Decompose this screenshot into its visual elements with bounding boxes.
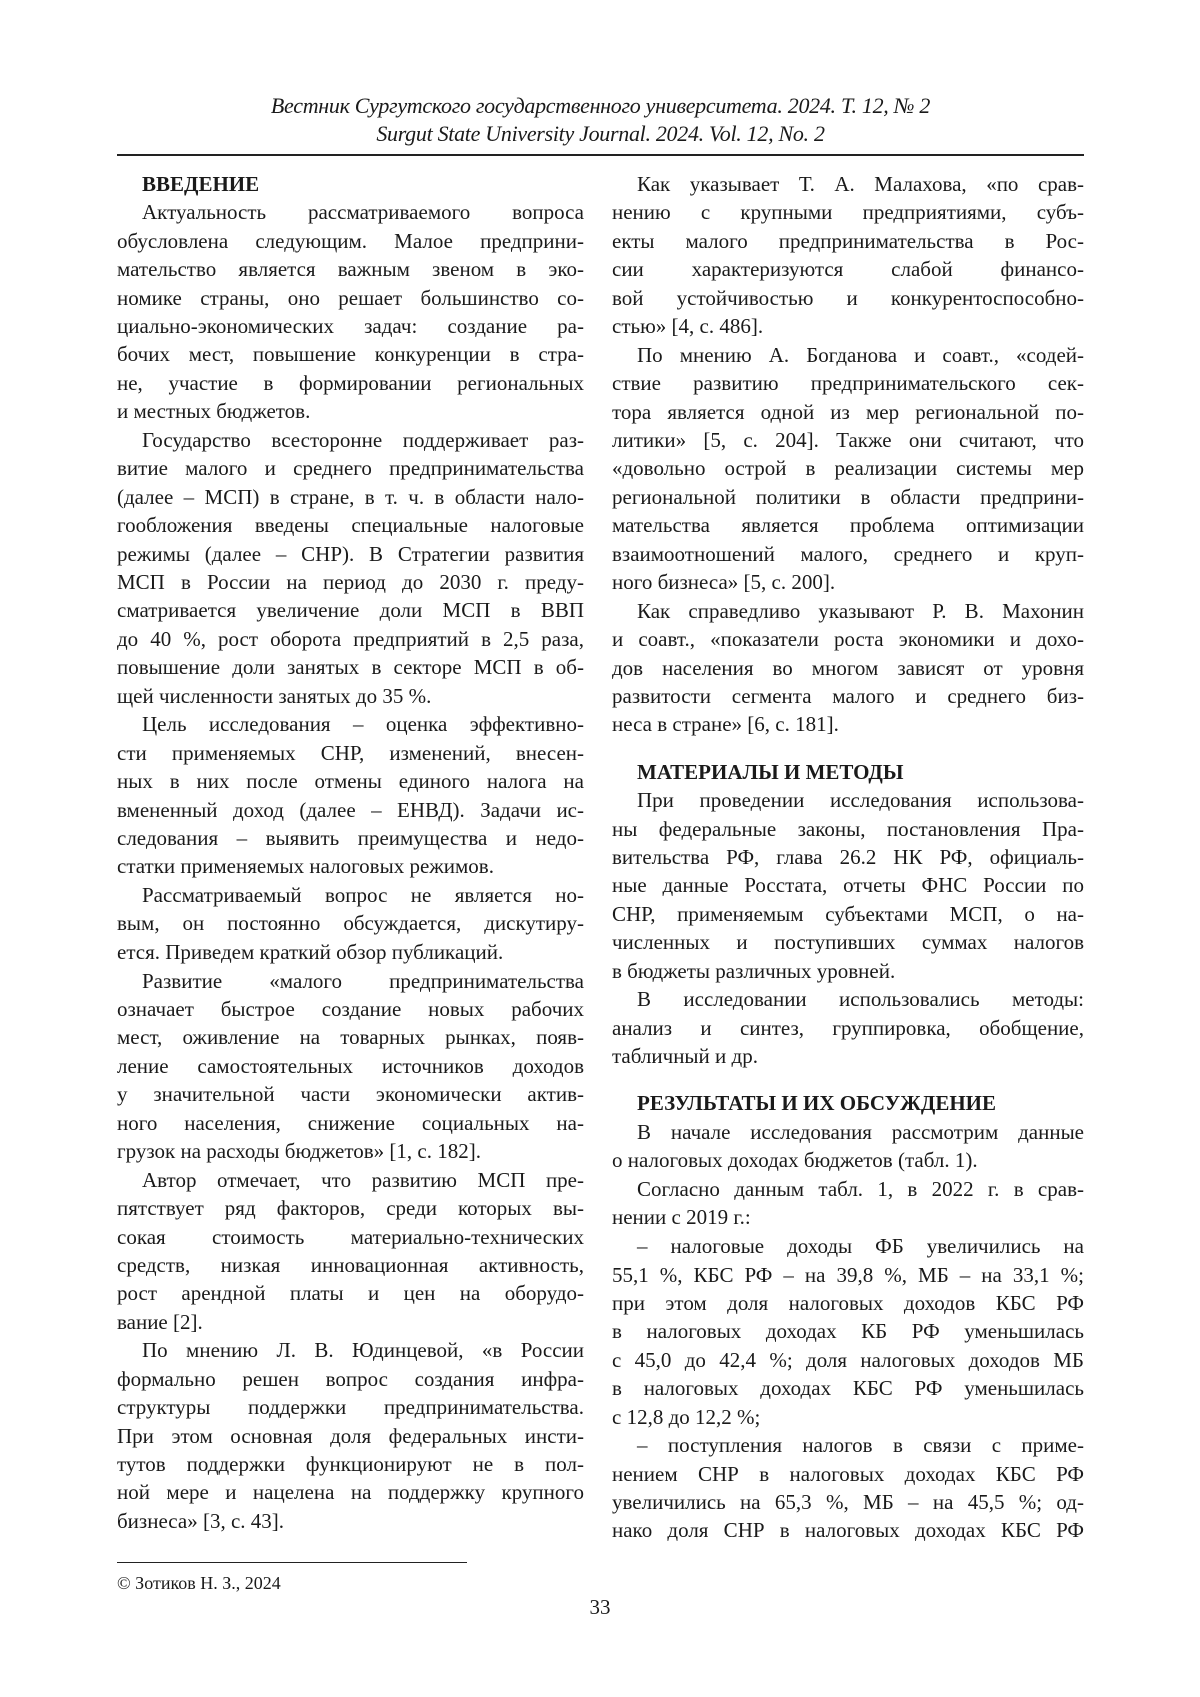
text-line: нению с крупными предприятиями, субъ- (612, 198, 1084, 226)
journal-title-ru: Вестник Сургутского государственного университета. 2024. Т. 12, № 2 (117, 93, 1084, 119)
text-line: сматривается увеличение доли МСП в ВВП (117, 596, 584, 624)
text-line: ление самостоятельных источников доходов (117, 1052, 584, 1080)
text-line: ной мере и нацелена на поддержку крупного (117, 1478, 584, 1506)
text-line: мательство является важным звеном в эко- (117, 255, 584, 283)
text-line: По мнению Л. В. Юдинцевой, «в России (117, 1336, 584, 1364)
text-line: стью» [4, с. 486]. (612, 312, 1084, 340)
text-line: сии характеризуются слабой финансо- (612, 255, 1084, 283)
journal-title-en: Surgut State University Journal. 2024. Vol. 12, No. 2 (117, 121, 1084, 147)
text-line: означает быстрое создание новых рабочих (117, 995, 584, 1023)
text-line: численных и поступивших суммах налогов (612, 928, 1084, 956)
text-line: ствие развитию предпринимательского сек- (612, 369, 1084, 397)
copyright-footnote: © Зотиков Н. З., 2024 (117, 1573, 281, 1594)
text-line: вым, он постоянно обсуждается, дискутиру- (117, 909, 584, 937)
text-line: вительства РФ, глава 26.2 НК РФ, официаль- (612, 843, 1084, 871)
header-rule (117, 154, 1084, 156)
text-line: екты малого предпринимательства в Рос- (612, 227, 1084, 255)
paragraph (612, 1431, 1084, 1545)
text-line: гообложения введены специальные налоговые (117, 511, 584, 539)
paragraph (117, 1166, 584, 1336)
text-line: мест, оживление на товарных рынках, появ- (117, 1023, 584, 1051)
text-line: при этом доля налоговых доходов КБС РФ (612, 1289, 1084, 1317)
text-line: режимы (далее – СНР). В Стратегии развития (117, 540, 584, 568)
text-line: литики» [5, с. 204]. Также они считают, что (612, 426, 1084, 454)
text-line: в налоговых доходах КБ РФ уменьшилась (612, 1317, 1084, 1345)
text-line: Согласно данным табл. 1, в 2022 г. в срав- (612, 1175, 1084, 1203)
paragraph (117, 1336, 584, 1535)
text-line: «довольно острой в реализации системы мер (612, 454, 1084, 482)
text-line: номике страны, оно решает большинство со- (117, 284, 584, 312)
paragraph (612, 597, 1084, 739)
footnote-rule (117, 1562, 467, 1563)
text-line: в бюджеты различных уровней. (612, 957, 1084, 985)
paragraph (612, 985, 1084, 1070)
text-line: сти применяемых СНР, изменений, внесен- (117, 739, 584, 767)
text-line: рост арендной платы и цен на оборудо- (117, 1279, 584, 1307)
text-line: региональной политики в области предприни- (612, 483, 1084, 511)
text-line: обусловлена следующим. Малое предприни- (117, 227, 584, 255)
text-line: щей численности занятых до 35 %. (117, 682, 584, 710)
text-line: Как справедливо указывают Р. В. Махонин (612, 597, 1084, 625)
section-heading: РЕЗУЛЬТАТЫ И ИХ ОБСУЖДЕНИЕ (612, 1089, 1084, 1117)
text-line: ные данные Росстата, отчеты ФНС России по (612, 871, 1084, 899)
text-line: По мнению А. Богданова и соавт., «содей- (612, 341, 1084, 369)
text-line: 55,1 %, КБС РФ – на 39,8 %, МБ – на 33,1 %; (612, 1261, 1084, 1289)
text-line: увеличились на 65,3 %, МБ – на 45,5 %; од- (612, 1488, 1084, 1516)
text-line: Цель исследования – оценка эффективно- (117, 710, 584, 738)
text-line: Как указывает Т. А. Малахова, «по срав- (612, 170, 1084, 198)
text-line: циально-экономических задач: создание ра- (117, 312, 584, 340)
text-line: Развитие «малого предпринимательства (117, 967, 584, 995)
text-line: у значительной части экономически актив- (117, 1080, 584, 1108)
text-line: ется. Приведем краткий обзор публикаций. (117, 938, 584, 966)
text-line: нако доля СНР в налоговых доходах КБС РФ (612, 1516, 1084, 1544)
text-line: В начале исследования рассмотрим данные (612, 1118, 1084, 1146)
page-number: 33 (0, 1595, 1200, 1620)
text-line: в налоговых доходах КБС РФ уменьшилась (612, 1374, 1084, 1402)
paragraph (117, 967, 584, 1166)
text-line: с 45,0 до 42,4 %; доля налоговых доходов МБ (612, 1346, 1084, 1374)
text-line: до 40 %, рост оборота предприятий в 2,5 раза, (117, 625, 584, 653)
text-line: В исследовании использовались методы: (612, 985, 1084, 1013)
text-line: вмененный доход (далее – ЕНВД). Задачи ис- (117, 796, 584, 824)
text-line: нением СНР в налоговых доходах КБС РФ (612, 1460, 1084, 1488)
text-line: табличный и др. (612, 1042, 1084, 1070)
text-line: ного населения, снижение социальных на- (117, 1109, 584, 1137)
text-line: Рассматриваемый вопрос не является но- (117, 881, 584, 909)
text-line: не, участие в формировании региональных (117, 369, 584, 397)
text-line: мательства является проблема оптимизации (612, 511, 1084, 539)
text-line: Автор отмечает, что развитию МСП пре- (117, 1166, 584, 1194)
text-line: развитости сегмента малого и среднего биз- (612, 682, 1084, 710)
text-line: витие малого и среднего предпринимательства (117, 454, 584, 482)
text-line: Государство всесторонне поддерживает раз- (117, 426, 584, 454)
text-line: (далее – МСП) в стране, в т. ч. в области нало- (117, 483, 584, 511)
text-line: о налоговых доходах бюджетов (табл. 1). (612, 1146, 1084, 1174)
text-line: и местных бюджетов. (117, 397, 584, 425)
text-line: МСП в России на период до 2030 г. преду- (117, 568, 584, 596)
text-line: – поступления налогов в связи с приме- (612, 1431, 1084, 1459)
text-line: вой устойчивостью и конкурентоспособно- (612, 284, 1084, 312)
section-heading: МАТЕРИАЛЫ И МЕТОДЫ (612, 758, 1084, 786)
paragraph (612, 1118, 1084, 1175)
text-line: вание [2]. (117, 1308, 584, 1336)
paragraph (117, 426, 584, 710)
text-line: ны федеральные законы, постановления Пра- (612, 815, 1084, 843)
left-column (117, 170, 584, 1536)
text-line: – налоговые доходы ФБ увеличились на (612, 1232, 1084, 1260)
text-line: структуры поддержки предпринимательства. (117, 1393, 584, 1421)
paragraph (117, 881, 584, 966)
text-line: средств, низкая инновационная активность, (117, 1251, 584, 1279)
text-line: формально решен вопрос создания инфра- (117, 1365, 584, 1393)
paragraph (612, 170, 1084, 340)
text-line: ных в них после отмены единого налога на (117, 767, 584, 795)
text-line: бизнеса» [3, с. 43]. (117, 1507, 584, 1535)
text-line: тора является одной из мер региональной по- (612, 398, 1084, 426)
text-line: статки применяемых налоговых режимов. (117, 852, 584, 880)
text-line: При этом основная доля федеральных инсти- (117, 1422, 584, 1450)
paragraph (612, 1175, 1084, 1232)
text-line: СНР, применяемым субъектами МСП, о на- (612, 900, 1084, 928)
text-line: и соавт., «показатели роста экономики и дохо- (612, 625, 1084, 653)
right-column (612, 170, 1084, 1545)
section-heading: ВВЕДЕНИЕ (117, 170, 584, 198)
text-line: сокая стоимость материально-технических (117, 1223, 584, 1251)
text-line: неса в стране» [6, с. 181]. (612, 710, 1084, 738)
text-line: грузок на расходы бюджетов» [1, с. 182]. (117, 1137, 584, 1165)
text-line: ного бизнеса» [5, с. 200]. (612, 568, 1084, 596)
text-line: пятствует ряд факторов, среди которых вы- (117, 1194, 584, 1222)
text-line: следования – выявить преимущества и недо- (117, 824, 584, 852)
text-line: При проведении исследования использова- (612, 786, 1084, 814)
paragraph (612, 1232, 1084, 1431)
text-line: Актуальность рассматриваемого вопроса (117, 198, 584, 226)
text-line: повышение доли занятых в секторе МСП в об- (117, 653, 584, 681)
text-line: тутов поддержки функционируют не в пол- (117, 1450, 584, 1478)
paragraph (117, 198, 584, 425)
paragraph (612, 786, 1084, 985)
text-line: нении с 2019 г.: (612, 1203, 1084, 1231)
text-line: бочих мест, повышение конкуренции в стра- (117, 340, 584, 368)
text-line: анализ и синтез, группировка, обобщение, (612, 1014, 1084, 1042)
paragraph (117, 710, 584, 880)
text-line: с 12,8 до 12,2 %; (612, 1403, 1084, 1431)
text-line: взаимоотношений малого, среднего и круп- (612, 540, 1084, 568)
text-line: дов населения во многом зависят от уровня (612, 654, 1084, 682)
paragraph (612, 341, 1084, 597)
